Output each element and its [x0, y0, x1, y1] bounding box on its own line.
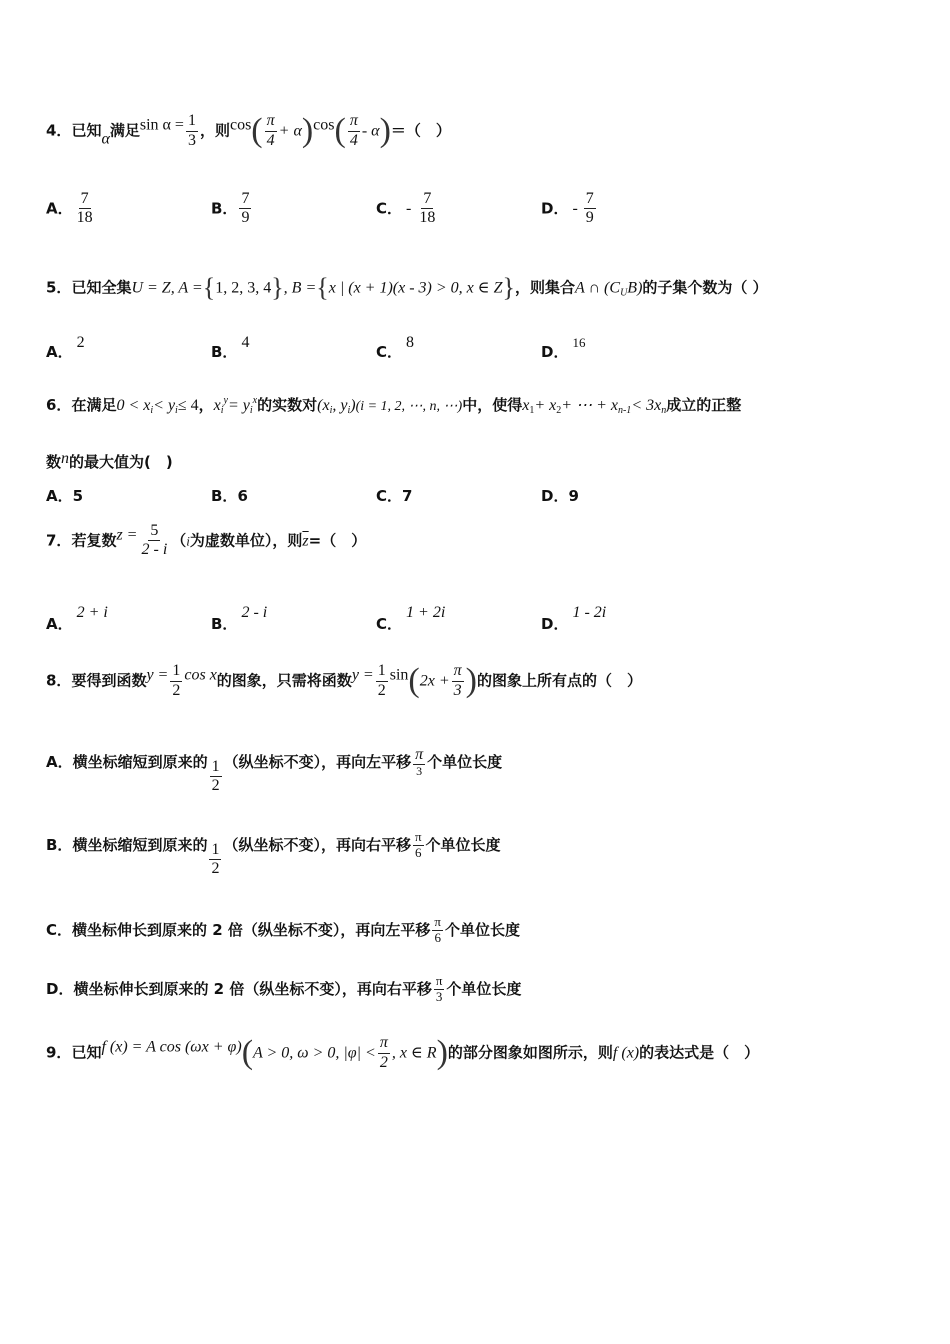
fraction: $\frac{7}{18}$	[419, 190, 436, 227]
fraction: $\frac{7}{9}$	[585, 190, 594, 227]
math-cos: cos	[229, 116, 252, 134]
fraction: $\frac{1}{3}$	[187, 112, 196, 149]
math-expression: U = Z, A =	[131, 279, 203, 297]
fraction: $\frac{\pi}{6}$	[414, 829, 422, 860]
question-text: 已知	[71, 121, 102, 140]
question-text: ，则	[199, 121, 230, 140]
option-d[interactable]: D．9	[541, 487, 579, 505]
fraction: $\frac{1}{2}$	[211, 840, 220, 878]
fraction: $\frac{1}{2}$	[377, 662, 386, 699]
fraction: $\frac{1}{2}$	[211, 758, 220, 795]
option-b[interactable]: B． $\frac{7}{9}$	[211, 190, 250, 227]
fraction: $\frac{5}{2 - i}$	[141, 522, 168, 559]
fraction: $\frac{\pi}{4}$	[349, 112, 358, 149]
math-expression: - α	[361, 122, 380, 140]
option-c[interactable]: C． - $\frac{7}{18}$	[376, 190, 436, 227]
option-c[interactable]: C．横坐标伸长到原来的 2 倍（纵坐标不变），再向左平移 $\frac{\pi}{6}$ 个单位长度	[46, 914, 520, 945]
set-a: 1, 2, 3, 4	[215, 279, 272, 297]
option-a[interactable]: A．2 + i	[46, 604, 108, 633]
option-a[interactable]: A．5	[46, 487, 84, 505]
fraction: $\frac{7}{9}$	[241, 190, 250, 227]
question-7: 7．若复数z = $\frac{5}{2 - i}$ （i为虚数单位），则$\overline{z}=$（ ）	[46, 522, 367, 559]
math-cos: cos	[313, 116, 335, 134]
math-expression: sin α =	[139, 116, 184, 134]
option-a[interactable]: A． $\frac{7}{18}$	[46, 190, 93, 227]
option-c[interactable]: C．7	[376, 487, 413, 505]
option-c[interactable]: C．8	[376, 334, 415, 361]
option-d[interactable]: D．16	[541, 335, 586, 361]
option-b[interactable]: B．2 - i	[211, 604, 268, 633]
fraction: $\frac{\pi}{4}$	[266, 112, 275, 149]
question-8: 8．要得到函数y = $\frac{1}{2}$ cos x的图象，只需将函数y = $\frac{1}{2}$ sin(2x + $\frac{\pi}{3}$ )的图象上所有点的（ ）	[46, 662, 642, 699]
option-a[interactable]: A．2	[46, 334, 85, 361]
math-expression: f (x) = A cos (ωx + φ)	[101, 1038, 242, 1056]
option-c[interactable]: C．1 + 2i	[376, 604, 446, 633]
set-b: x | (x + 1)(x - 3) > 0, x ∈ Z	[328, 279, 503, 297]
question-9: 9．已知f (x) = A cos (ωx + φ)(A > 0, ω > 0, |φ| < $\frac{\pi}{2}$ , x ∈ R)的部分图象如图所示，则f (x)的表达式是（ ）	[46, 1034, 760, 1071]
option-b[interactable]: B．6	[211, 487, 248, 505]
option-d[interactable]: D． - $\frac{7}{9}$	[541, 190, 594, 227]
option-a[interactable]: A．横坐标缩短到原来的 $\frac{1}{2}$ （纵坐标不变），再向左平移 $\frac{\pi}{3}$ 个单位长度	[46, 746, 503, 795]
question-text: 满足	[109, 121, 140, 140]
question-text: ＝（ ）	[390, 121, 451, 140]
fraction: $\frac{1}{2}$	[172, 662, 181, 699]
fraction: $\frac{7}{18}$	[76, 190, 93, 227]
option-b[interactable]: B．4	[211, 334, 250, 361]
math-expression: + α	[278, 122, 302, 140]
math-alpha: α	[101, 130, 110, 148]
question-number: 4．	[46, 121, 72, 140]
fraction: $\frac{\pi}{3}$	[415, 746, 424, 779]
question-6: 6．在满足$0 < x_i< y_i\le 4$，$x_i^y= y_i^x$的实数对($x_i$, $y_i)(i = 1$, 2, ⋯, n, ⋯)中，使得$x_1+ x_2+$ ⋯ + $x_{n-1}< 3x_n$成立的正整	[46, 395, 742, 416]
option-d[interactable]: D．横坐标伸长到原来的 2 倍（纵坐标不变），再向右平移 $\frac{\pi}{3}$ 个单位长度	[46, 973, 522, 1004]
fraction: $\frac{\pi}{3}$	[435, 973, 443, 1004]
question-5: 5．已知全集U = Z, A ={1, 2, 3, 4}, B ={x | (x + 1)(x - 3) > 0, x ∈ Z}，则集合A ∩ $(C_UB)$的子集个数为（ ）	[46, 273, 768, 302]
math-expression: A ∩ (C	[575, 279, 621, 297]
option-b[interactable]: B．横坐标缩短到原来的 $\frac{1}{2}$ （纵坐标不变），再向右平移 $\frac{\pi}{6}$ 个单位长度	[46, 829, 501, 878]
fraction: $\frac{\pi}{2}$	[379, 1034, 388, 1071]
fraction: $\frac{\pi}{3}$	[453, 662, 462, 699]
question-6-line-2: 数n的最大值为( )	[46, 450, 173, 471]
question-4: 4．已知α满足sin α = $\frac{1}{3}$ ，则cos( $\frac{\pi}{4}$ + α)cos( $\frac{\pi}{4}$ - α)＝（ ）	[46, 112, 451, 149]
fraction: $\frac{\pi}{6}$	[434, 914, 441, 945]
option-d[interactable]: D．1 - 2i	[541, 604, 607, 633]
